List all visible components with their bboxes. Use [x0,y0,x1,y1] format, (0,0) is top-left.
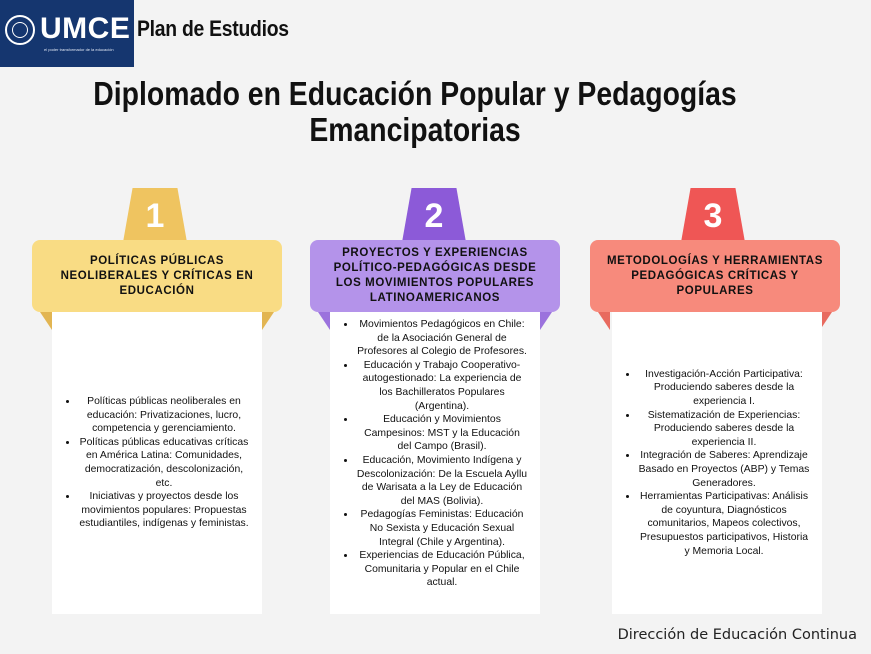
umce-logo [0,0,134,67]
module-3-list [612,368,822,558]
module-1-list [52,395,262,531]
list-item: • Educación y Trabajo Cooperativo-autogestionado: La experiencia de los Bachilleratos Populares (Argentina). [356,359,528,413]
logo-tagline: el poder transformador de la educación [44,47,114,52]
list-item: • Investigación-Acción Participativa: Produciendo saberes desde la experiencia I. [638,368,810,409]
module-1-heading: POLÍTICAS PÚBLICAS NEOLIBERALES Y CRÍTICAS EN EDUCACIÓN [32,240,282,312]
module-3-heading: METODOLOGÍAS Y HERRAMIENTAS PEDAGÓGICAS CRÍTICAS Y POPULARES [590,240,840,312]
list-item: • Herramientas Participativas: Análisis de coyuntura, Diagnósticos comunitarios, Mapeos colectivos, Presupuestos participativos, Historia y Memoria Local. [638,490,810,558]
list-item: • Integración de Saberes: Aprendizaje Basado en Proyectos (ABP) y Temas Generadores. [638,449,810,490]
list-item: • Pedagogías Feministas: Educación No Sexista y Educación Sexual Integral (Chile y Argentina). [356,508,528,549]
module-1-number: 1 [145,197,165,235]
list-item: • Iniciativas y proyectos desde los movimientos populares: Propuestas estudiantiles, indígenas y feministas. [78,490,250,531]
section-label: Plan de Estudios [137,16,289,41]
module-2-panel [330,312,540,614]
module-3-number: 3 [703,197,723,235]
umce-seal-icon [5,15,35,45]
list-item: • Políticas públicas educativas críticas en América Latina: Comunidades, democratización, descolonización, etc. [78,436,250,490]
list-item: • Políticas públicas neoliberales en educación: Privatizaciones, lucro, competencia y gerenciamiento. [78,395,250,436]
module-1-panel [52,312,262,614]
logo-text: UMCE [40,12,131,45]
module-2-list [330,318,540,590]
list-item: • Movimientos Pedagógicos en Chile: de la Asociación General de Profesores al Colegio de Profesores. [356,318,528,359]
list-item: • Educación y Movimientos Campesinos: MST y la Educación del Campo (Brasil). [356,413,528,454]
footer-text: Dirección de Educación Continua [617,627,857,643]
list-item: • Sistematización de Experiencias: Produciendo saberes desde la experiencia II. [638,409,810,450]
module-2-heading: PROYECTOS Y EXPERIENCIAS POLÍTICO-PEDAGÓGICAS DESDE LOS MOVIMIENTOS POPULARES LATINOAMERICANOS [310,240,560,312]
list-item: • Experiencias de Educación Pública, Comunitaria y Popular en el Chile actual. [356,549,528,590]
module-2-number: 2 [424,197,444,235]
page-title: Diplomado en Educación Popular y Pedagogías Emancipatorias [93,75,737,148]
module-3-panel [612,312,822,614]
list-item: • Educación, Movimiento Indígena y Descolonización: De la Escuela Ayllu de Warisata a la Ley de Educación del MAS (Bolivia). [356,454,528,508]
